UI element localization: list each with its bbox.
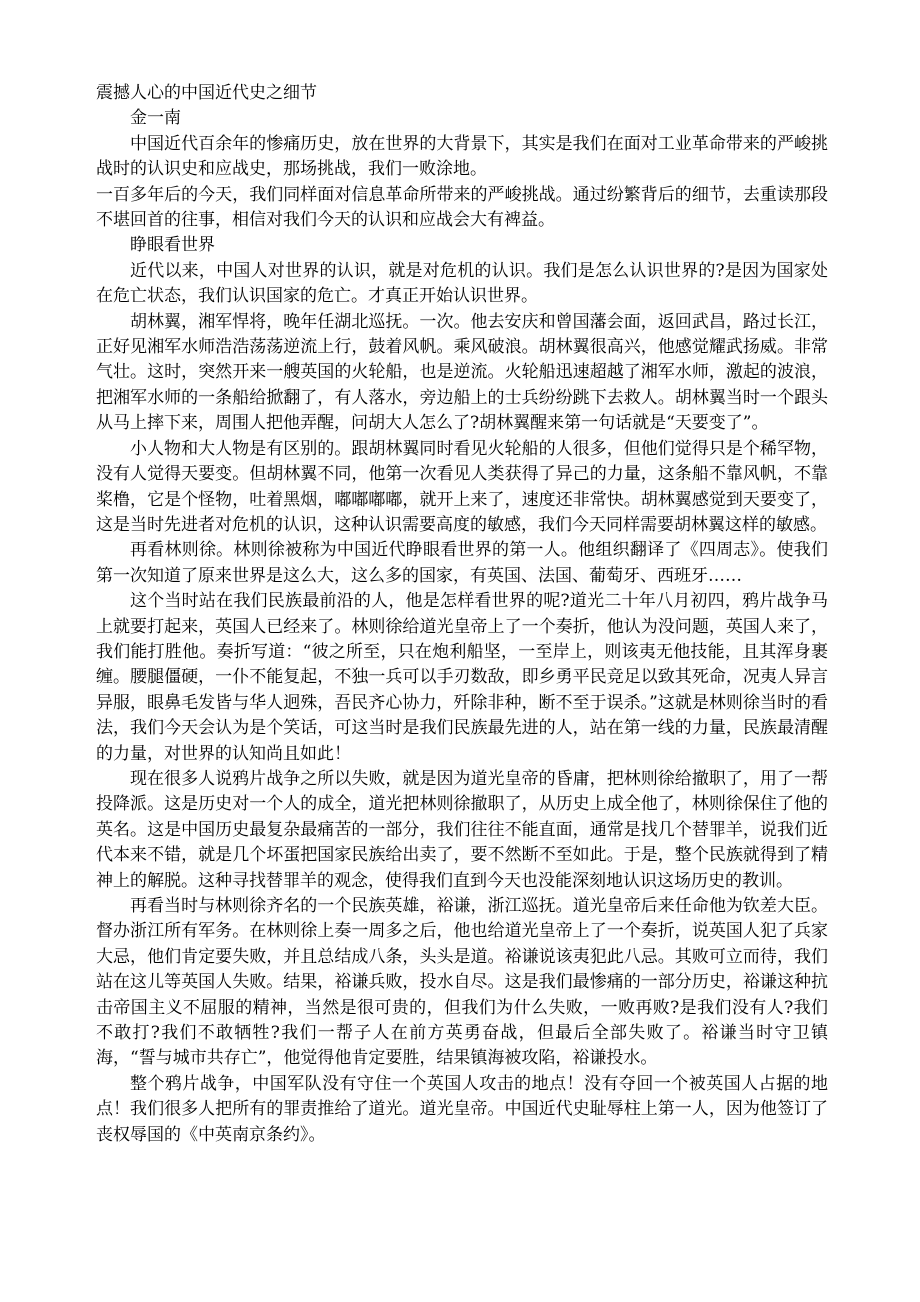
section-heading: 睁眼看世界 [130, 235, 215, 256]
paragraph: 现在很多人说鸦片战争之所以失败，就是因为道光皇帝的昏庸，把林则徐给撤职了，用了一帮投降派。这是历史对一个人的成全，道光把林则徐撤职了，从历史上成全他了，林则徐保住了他的英名。这是中国历史最复杂最痛苦的一部分，我们往往不能直面，通常是找几个替罪羊，说我们近代本来不错，就是几个坏蛋把国家民族给出卖了，要不然断不至如此。于是，整个民族就得到了精神上的解脱。这种寻找替罪羊的观念，使得我们直到今天也没能深刻地认识这场历史的教训。 [96, 768, 828, 891]
paragraph: 这个当时站在我们民族最前沿的人，他是怎样看世界的呢?道光二十年八月初四，鸦片战争马上就要打起来，英国人已经来了。林则徐给道光皇帝上了一个奏折，他认为没问题，英国人来了，我们能打胜他。奏折写道：“彼之所至，只在炮利船坚，一至岸上，则该夷无他技能，且其浑身裹缠。腰腿僵硬，一仆不能复起，不独一兵可以手刃数敌，即乡勇平民竞足以致其死命，况夷人异言异服，眼鼻毛发皆与华人迥殊，吾民齐心协力，歼除非种，断不至于误杀。”这就是林则徐当时的看法，我们今天会认为是个笑话，可这当时是我们民族最先进的人，站在第一线的力量，民族最清醒的力量，对世界的认知尚且如此！ [96, 591, 828, 764]
paragraph: 再看当时与林则徐齐名的一个民族英雄，裕谦，浙江巡抚。道光皇帝后来任命他为钦差大臣。督办浙江所有军务。在林则徐上奏一周多之后，他也给道光皇帝上了一个奏折，说英国人犯了兵家大忌，他们肯定要失败，并且总结成八条，头头是道。裕谦说该夷犯此八忌。其败可立而待，我们站在这儿等英国人失败。结果，裕谦兵败，投水自尽。这是我们最惨痛的一部分历史，裕谦这种抗击帝国主义不屈服的精神，当然是很可贵的，但我们为什么失败，一败再败?是我们没有人?我们不敢打?我们不敢牺牲?我们一帮子人在前方英勇奋战，但最后全部失败了。裕谦当时守卫镇海，“誓与城市共存亡”，他觉得他肯定要胜，结果镇海被攻陷，裕谦投水。 [96, 896, 828, 1069]
paragraph: 小人物和大人物是有区别的。跟胡林翼同时看见火轮船的人很多，但他们觉得只是个稀罕物，没有人觉得天要变。但胡林翼不同，他第一次看见人类获得了异己的力量，这条船不靠风帆，不靠桨橹，它是个怪物，吐着黑烟，嘟嘟嘟嘟，就开上来了，速度还非常快。胡林翼感觉到天要变了，这是当时先进者对危机的认识，这种认识需要高度的敏感，我们今天同样需要胡林翼这样的敏感。 [96, 438, 828, 535]
paragraph: 中国近代百余年的惨痛历史，放在世界的大背景下，其实是我们在面对工业革命带来的严峻挑战时的认识史和应战史，那场挑战，我们一败涂地。 [96, 133, 828, 180]
paragraph: 一百多年后的今天，我们同样面对信息革命所带来的严峻挑战。通过纷繁背后的细节，去重读那段不堪回首的往事，相信对我们今天的认识和应战会大有裨益。 [96, 184, 828, 231]
paragraph: 整个鸦片战争，中国军队没有守住一个英国人攻击的地点！没有夺回一个被英国人占据的地点！我们很多人把所有的罪责推给了道光。道光皇帝。中国近代史耻辱柱上第一人，因为他签订了丧权辱国的《中英南京条约》。 [96, 1073, 828, 1145]
paragraph: 胡林翼，湘军悍将，晚年任湖北巡抚。一次。他去安庆和曾国藩会面，返回武昌，路过长江，正好见湘军水师浩浩荡荡逆流上行，鼓着风帆。乘风破浪。胡林翼很高兴，他感觉耀武扬威。非常气壮。这时，突然开来一艘英国的火轮船，也是逆流。火轮船迅速超越了湘军水师，激起的波浪，把湘军水师的一条船给掀翻了，有人落水，旁边船上的士兵纷纷跳下去救人。胡林翼当时一个跟头从马上摔下来，周围人把他弄醒，问胡大人怎么了?胡林翼醒来第一句话就是“天要变了”。 [96, 311, 828, 434]
paragraph: 近代以来，中国人对世界的认识，就是对危机的认识。我们是怎么认识世界的?是因为国家处在危亡状态，我们认识国家的危亡。才真正开始认识世界。 [96, 260, 828, 307]
paragraph: 再看林则徐。林则徐被称为中国近代睁眼看世界的第一人。他组织翻译了《四周志》。使我们第一次知道了原来世界是这么大，这么多的国家，有英国、法国、葡萄牙、西班牙…… [96, 540, 828, 586]
document-page [96, 81, 828, 1148]
document-author: 金一南 [130, 108, 181, 129]
document-title: 震撼人心的中国近代史之细节 [96, 83, 317, 103]
